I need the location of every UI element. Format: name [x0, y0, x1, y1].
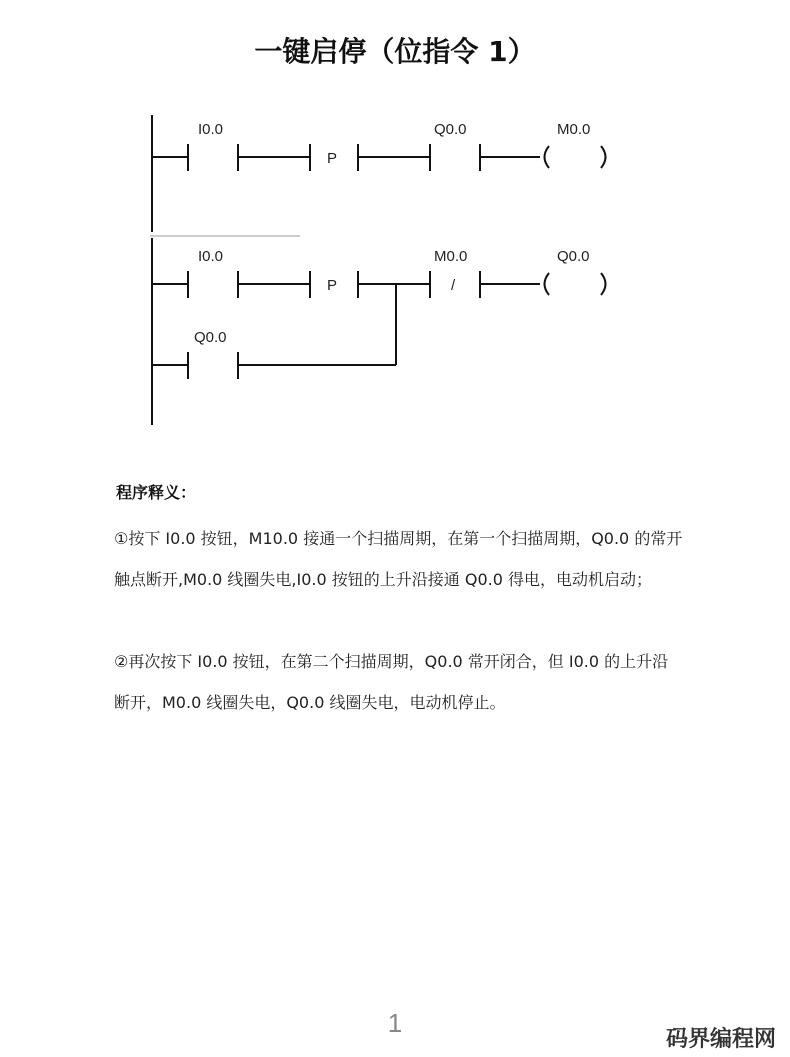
n2-coil-left-arc: [545, 273, 550, 295]
n2-coil-label: Q0.0: [557, 248, 590, 265]
n1-coil-left-arc: [545, 146, 550, 168]
n2-contact2-label: M0.0: [434, 248, 468, 265]
network1-rung: [152, 144, 606, 171]
n2-edge-label: P: [327, 277, 338, 294]
explanation-paragraph-2: ②再次按下 I0.0 按钮，在第二个扫描周期，Q0.0 常开闭合，但 I0.0 的上升沿断开，M0.0 线圈失电，Q0.0 线圈失电，电动机停止。: [114, 652, 669, 712]
n1-edge-label: P: [327, 150, 338, 167]
n1-contact1-label: I0.0: [198, 121, 224, 138]
n1-contact2-label: Q0.0: [434, 121, 467, 138]
n2-coil-right-arc: [601, 273, 606, 295]
n1-coil-label: M0.0: [557, 121, 591, 138]
ladder-diagram: [0, 0, 790, 470]
explanation-paragraph-1: ①按下 I0.0 按钮，M10.0 接通一个扫描周期，在第一个扫描周期，Q0.0 的常开触点断开,M0.0 线圈失电,I0.0 按钮的上升沿接通 Q0.0 得电，电动机启动；: [114, 529, 683, 589]
site-watermark: 码界编程网: [665, 1027, 776, 1052]
network2-rung: [152, 271, 606, 379]
n1-coil-right-arc: [601, 146, 606, 168]
n2-contact1-label: I0.0: [198, 248, 224, 265]
page-number: 1: [387, 1008, 403, 1038]
n2-parallel-contact-label: Q0.0: [194, 329, 227, 346]
n2-contact2-negation: /: [451, 277, 456, 294]
explanation-heading: 程序释义：: [116, 483, 197, 502]
page-title: 一键启停（位指令 1）: [254, 35, 536, 68]
